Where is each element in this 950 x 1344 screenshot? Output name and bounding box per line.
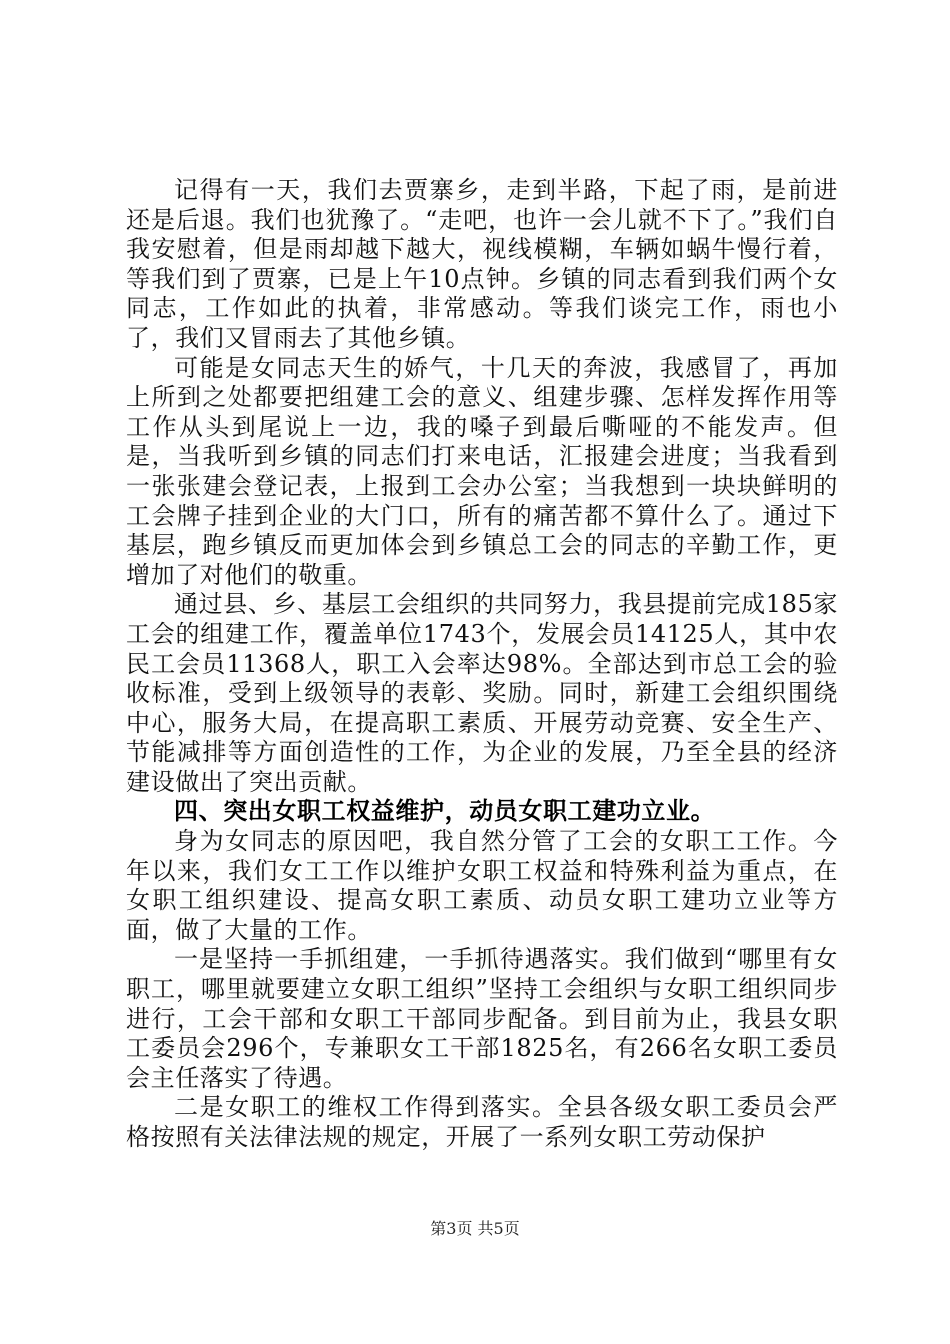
section-heading: 四、突出女职工权益维护，动员女职工建功立业。	[174, 797, 716, 826]
paragraph-1: 记得有一天，我们去贾寨乡，走到半路，下起了雨，是前进还是后退。我们也犹豫了。“走吧，也许一会儿就不下了。”我们自我安慰着，但是雨却越下越大，视线模糊，车辆如蜗牛慢行着，等我们到了贾寨，已是上午10点钟。乡镇的同志看到我们两个女同志，工作如此的执着，非常感动。等我们谈完工作，雨也小了，我们又冒雨去了其他乡镇。	[126, 176, 838, 352]
paragraph-3: 通过县、乡、基层工会组织的共同努力，我县提前完成185家工会的组建工作，覆盖单位1743个，发展会员14125人，其中农民工会员11368人，职工入会率达98%。全部达到市总工会的验收标准，受到上级领导的表彰、奖励。同时，新建工会组织围绕中心，服务大局，在提高职工素质、开展劳动竞赛、安全生产、节能减排等方面创造性的工作，为企业的发展，乃至全县的经济建设做出了突出贡献。	[126, 590, 838, 796]
paragraph-5: 一是坚持一手抓组建，一手抓待遇落实。我们做到“哪里有女职工，哪里就要建立女职工组织”坚持工会组织与女职工组织同步进行，工会干部和女职工干部同步配备。到目前为止，我县女职工委员会296个，专兼职女工干部1825名，有266名女职工委员会主任落实了待遇。	[126, 945, 838, 1092]
page-number-footer: 第3页 共5页	[430, 1219, 520, 1238]
document-body	[126, 176, 838, 1153]
paragraph-4: 身为女同志的原因吧，我自然分管了工会的女职工工作。今年以来，我们女工工作以维护女职工权益和特殊利益为重点，在女职工组织建设、提高女职工素质、动员女职工建功立业等方面，做了大量的工作。	[126, 827, 838, 944]
paragraph-6: 二是女职工的维权工作得到落实。全县各级女职工委员会严格按照有关法律法规的规定，开展了一系列女职工劳动保护	[126, 1093, 838, 1151]
paragraph-2: 可能是女同志天生的娇气，十几天的奔波，我感冒了，再加上所到之处都要把组建工会的意义、组建步骤、怎样发挥作用等工作从头到尾说上一边，我的嗓子到最后嘶哑的不能发声。但是，当我听到乡镇的同志们打来电话，汇报建会进度；当我看到一张张建会登记表，上报到工会办公室；当我想到一块块鲜明的工会牌子挂到企业的大门口，所有的痛苦都不算什么了。通过下基层，跑乡镇反而更加体会到乡镇总工会的同志的辛勤工作，更增加了对他们的敬重。	[126, 353, 838, 589]
